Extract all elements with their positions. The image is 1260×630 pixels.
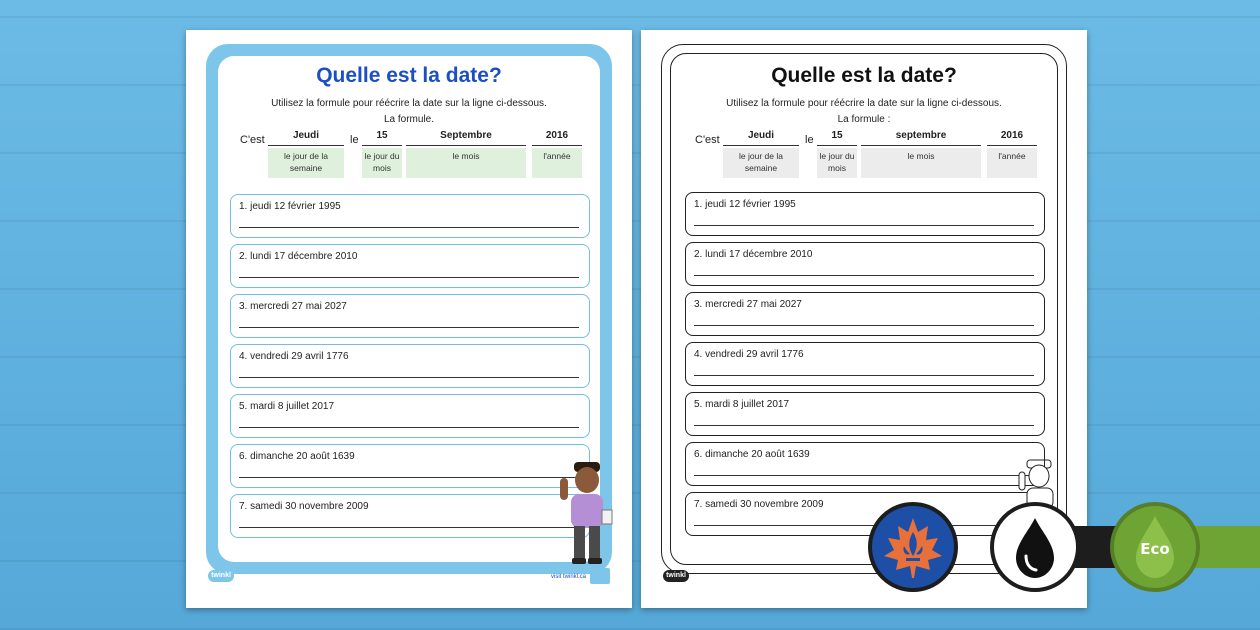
answer-line <box>239 277 579 278</box>
slot-label: le mois <box>406 148 526 178</box>
formula-row <box>186 130 632 178</box>
question-text: 4. vendredi 29 avril 1776 <box>694 349 804 360</box>
instruction: Utilisez la formule pour réécrire la date sur la ligne ci-dessous. <box>271 98 547 109</box>
answer-box[interactable] <box>685 192 1045 236</box>
le-label: le <box>350 134 359 146</box>
formula-row <box>641 130 1087 178</box>
twinkl-logo: twinkl <box>208 570 234 582</box>
answer-box[interactable] <box>685 242 1045 286</box>
slot-year <box>532 130 582 176</box>
question-text: 2. lundi 17 décembre 2010 <box>694 249 813 260</box>
slot-label: l'année <box>987 148 1037 178</box>
question-text: 1. jeudi 12 février 1995 <box>239 201 341 212</box>
question-text: 3. mercredi 27 mai 2027 <box>694 299 802 310</box>
slot-weekday <box>268 130 344 176</box>
answer-box[interactable] <box>230 244 590 288</box>
answer-box[interactable] <box>230 444 590 488</box>
badge-strip-green <box>1190 526 1260 568</box>
question-text: 7. samedi 30 novembre 2009 <box>694 499 824 510</box>
slot-label: l'année <box>532 148 582 178</box>
answer-line <box>239 227 579 228</box>
le-label: le <box>805 134 814 146</box>
answer-line <box>239 427 579 428</box>
slot-label: le jour du mois <box>362 148 402 178</box>
answer-box[interactable] <box>685 292 1045 336</box>
answer-line <box>694 225 1034 226</box>
answer-line <box>694 325 1034 326</box>
footer-url: visit twinkl.ca <box>550 574 586 580</box>
slot-value: Jeudi <box>723 130 799 146</box>
slot-value: 15 <box>362 130 402 146</box>
answer-box[interactable] <box>230 344 590 388</box>
slot-month <box>406 130 526 176</box>
answer-box[interactable] <box>230 494 590 538</box>
student-outline-icon <box>1015 458 1065 508</box>
page-title: Quelle est la date? <box>316 64 502 87</box>
answer-line <box>239 327 579 328</box>
answer-line <box>694 275 1034 276</box>
license-icon <box>590 568 610 584</box>
answer-line <box>239 477 579 478</box>
answer-line <box>239 377 579 378</box>
answer-line <box>694 525 1034 526</box>
canada-badge <box>868 502 958 592</box>
question-text: 5. mardi 8 juillet 2017 <box>694 399 790 410</box>
answer-line <box>239 527 579 528</box>
slot-value: 15 <box>817 130 857 146</box>
slot-day <box>817 130 857 176</box>
question-text: 3. mercredi 27 mai 2027 <box>239 301 347 312</box>
question-text: 6. dimanche 20 août 1639 <box>239 451 355 462</box>
slot-label: le jour du mois <box>817 148 857 178</box>
slot-weekday <box>723 130 799 176</box>
slot-label: le jour de la semaine <box>723 148 799 178</box>
eco-badge <box>1110 502 1200 592</box>
worksheet-color <box>186 30 632 608</box>
answer-box[interactable] <box>685 342 1045 386</box>
question-text: 5. mardi 8 juillet 2017 <box>239 401 335 412</box>
page-title: Quelle est la date? <box>771 64 957 87</box>
slot-label: le mois <box>861 148 981 178</box>
maple-leaf-fleur-de-lis-icon <box>872 506 954 588</box>
answer-box[interactable] <box>685 442 1045 486</box>
answer-line <box>694 375 1034 376</box>
answer-box[interactable] <box>685 492 1045 536</box>
slot-value: Jeudi <box>268 130 344 146</box>
answer-box[interactable] <box>230 194 590 238</box>
slot-year <box>987 130 1037 176</box>
slot-day <box>362 130 402 176</box>
slot-value: 2016 <box>532 130 582 146</box>
answer-line <box>694 475 1034 476</box>
answer-line <box>694 425 1034 426</box>
slot-month <box>861 130 981 176</box>
cest-label: C'est <box>240 134 265 146</box>
twinkl-logo: twinkl <box>663 570 689 582</box>
question-text: 4. vendredi 29 avril 1776 <box>239 351 349 362</box>
answer-box[interactable] <box>230 294 590 338</box>
formula-label: La formule : <box>837 114 891 125</box>
student-character-icon <box>558 460 616 566</box>
oil-drop-icon <box>994 506 1076 588</box>
instruction: Utilisez la formule pour réécrire la date sur la ligne ci-dessous. <box>726 98 1002 109</box>
eco-label: Eco <box>1140 540 1170 558</box>
question-text: 1. jeudi 12 février 1995 <box>694 199 796 210</box>
formula-label: La formule. <box>383 114 435 125</box>
slot-value: Septembre <box>406 130 526 146</box>
question-text: 2. lundi 17 décembre 2010 <box>239 251 358 262</box>
question-text: 7. samedi 30 novembre 2009 <box>239 501 369 512</box>
slot-value: 2016 <box>987 130 1037 146</box>
cest-label: C'est <box>695 134 720 146</box>
answer-box[interactable] <box>230 394 590 438</box>
slot-value: septembre <box>861 130 981 146</box>
slot-label: le jour de la semaine <box>268 148 344 178</box>
question-text: 6. dimanche 20 août 1639 <box>694 449 810 460</box>
oil-badge <box>990 502 1080 592</box>
answer-box[interactable] <box>685 392 1045 436</box>
